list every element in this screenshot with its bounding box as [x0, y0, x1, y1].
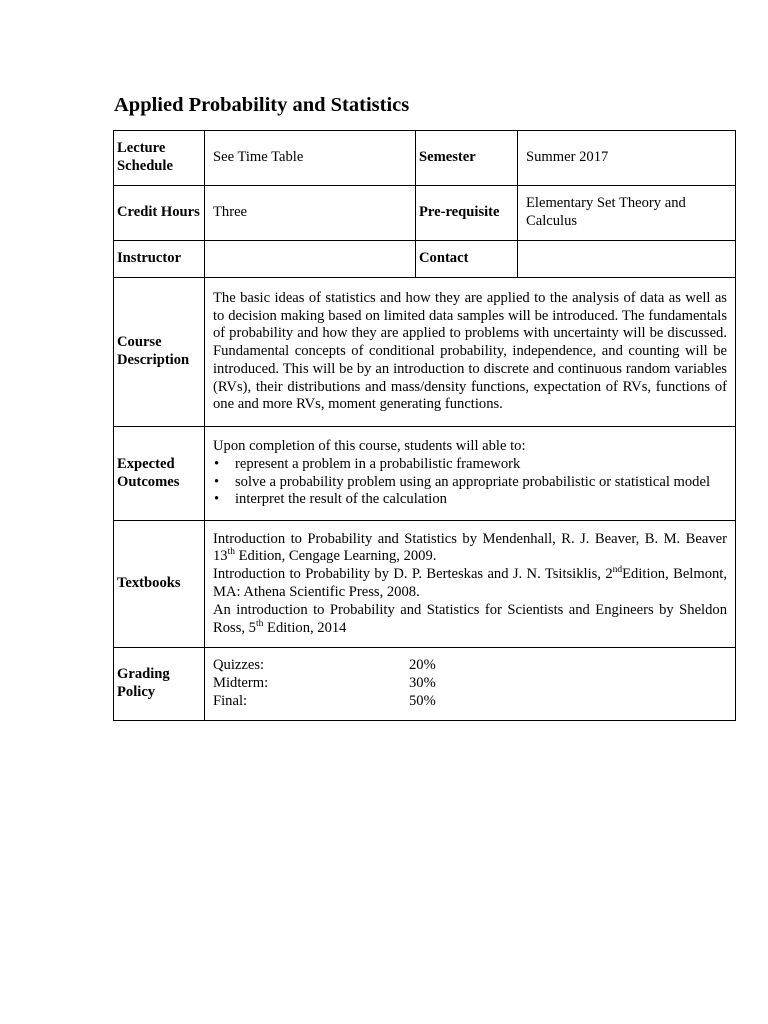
- textbook-1: [213, 531, 727, 567]
- lecture-schedule-label: Lecture Schedule: [114, 131, 205, 186]
- credit-hours-value: Three: [205, 186, 416, 241]
- grading-policy-label: Grading Policy: [114, 648, 205, 721]
- grade-item-name: Final:: [213, 692, 248, 709]
- textbook-1-publisher: Edition, Cengage Learning, 2009.: [234, 548, 437, 565]
- outcome-text: interpret the result of the calculation: [235, 491, 447, 508]
- list-item: [213, 474, 727, 492]
- credit-hours-label: Credit Hours: [114, 186, 205, 241]
- list-item: [213, 456, 727, 474]
- textbook-3-publisher: Edition, 2014: [263, 619, 347, 636]
- grading-policy-cell: [205, 648, 736, 721]
- contact-value: [518, 241, 736, 278]
- prerequisite-value: Elementary Set Theory and Calculus: [518, 186, 736, 241]
- course-outline-table: [113, 130, 736, 721]
- textbook-2: [213, 566, 727, 602]
- expected-outcomes-list: [213, 456, 727, 509]
- semester-value: Summer 2017: [518, 131, 736, 186]
- list-item: [213, 491, 727, 509]
- lecture-schedule-value: See Time Table: [205, 131, 416, 186]
- course-description-label: Course Description: [114, 278, 205, 427]
- grade-item-weight: 20%: [409, 657, 436, 674]
- textbook-1-edition-suffix: th: [227, 547, 235, 558]
- textbook-3: [213, 602, 727, 638]
- bullet-icon: •: [214, 455, 220, 472]
- textbook-2-edition-suffix: nd: [612, 565, 623, 576]
- grade-item-name: Midterm:: [213, 675, 269, 692]
- course-description-text: The basic ideas of statistics and how they are applied to the analysis of data as well as to decision making based on limited data samples will be introduced. The fundamentals of probability and how they are applied to problems with uncertainty will be discussed. Fundamental concepts of conditional probability, independence, and counting will be introduced. This will be by an introduction to discrete and continuous random variables (RVs), their distributions and mass/density functions, expectation of RVs, functions of one and more RVs, moment generating functions.: [205, 278, 736, 427]
- instructor-value: [205, 241, 416, 278]
- contact-label: Contact: [416, 241, 518, 278]
- textbook-2-title: Introduction to Probability by D. P. Berteskas and J. N. Tsitsiklis, 2: [213, 566, 613, 583]
- row-credit-hours: [114, 186, 736, 241]
- textbook-3-title: An introduction to Probability and Statistics for Scientists and Engineers by Sheldon Ross, 5: [213, 601, 727, 636]
- textbook-2-publisher: Edition, Belmont, MA: Athena Scientific Press, 2008.: [213, 566, 728, 600]
- row-grading-policy: [114, 648, 736, 721]
- outcome-text: represent a problem in a probabilistic framework: [235, 455, 521, 472]
- grade-row-quizzes: [213, 657, 727, 675]
- expected-outcomes-intro: Upon completion of this course, students will able to:: [213, 437, 526, 454]
- row-instructor: [114, 241, 736, 278]
- document-title: Applied Probability and Statistics: [114, 94, 410, 116]
- textbook-1-edition-number: 13: [213, 548, 228, 565]
- grade-item-weight: 30%: [409, 675, 436, 692]
- row-expected-outcomes: [114, 427, 736, 521]
- expected-outcomes-cell: [205, 427, 736, 521]
- bullet-icon: •: [214, 491, 220, 508]
- textbook-1-title: Introduction to Probability and Statistics by Mendenhall, R. J. Beaver, B. M. Beaver: [213, 530, 727, 547]
- instructor-label: Instructor: [114, 241, 205, 278]
- textbooks-label: Textbooks: [114, 521, 205, 648]
- grade-item-name: Quizzes:: [213, 657, 265, 674]
- row-lecture-schedule: [114, 131, 736, 186]
- row-course-description: [114, 278, 736, 427]
- textbook-3-edition-suffix: th: [255, 618, 264, 629]
- row-textbooks: [114, 521, 736, 648]
- grade-row-midterm: [213, 675, 727, 693]
- textbooks-cell: [205, 521, 736, 648]
- bullet-icon: •: [214, 473, 220, 490]
- semester-label: Semester: [416, 131, 518, 186]
- outcome-text: solve a probability problem using an appropriate probabilistic or statistical model: [235, 473, 710, 490]
- grade-row-final: [213, 693, 727, 711]
- expected-outcomes-label: Expected Outcomes: [114, 427, 205, 521]
- grade-item-weight: 50%: [409, 692, 436, 709]
- prerequisite-label: Pre-requisite: [416, 186, 518, 241]
